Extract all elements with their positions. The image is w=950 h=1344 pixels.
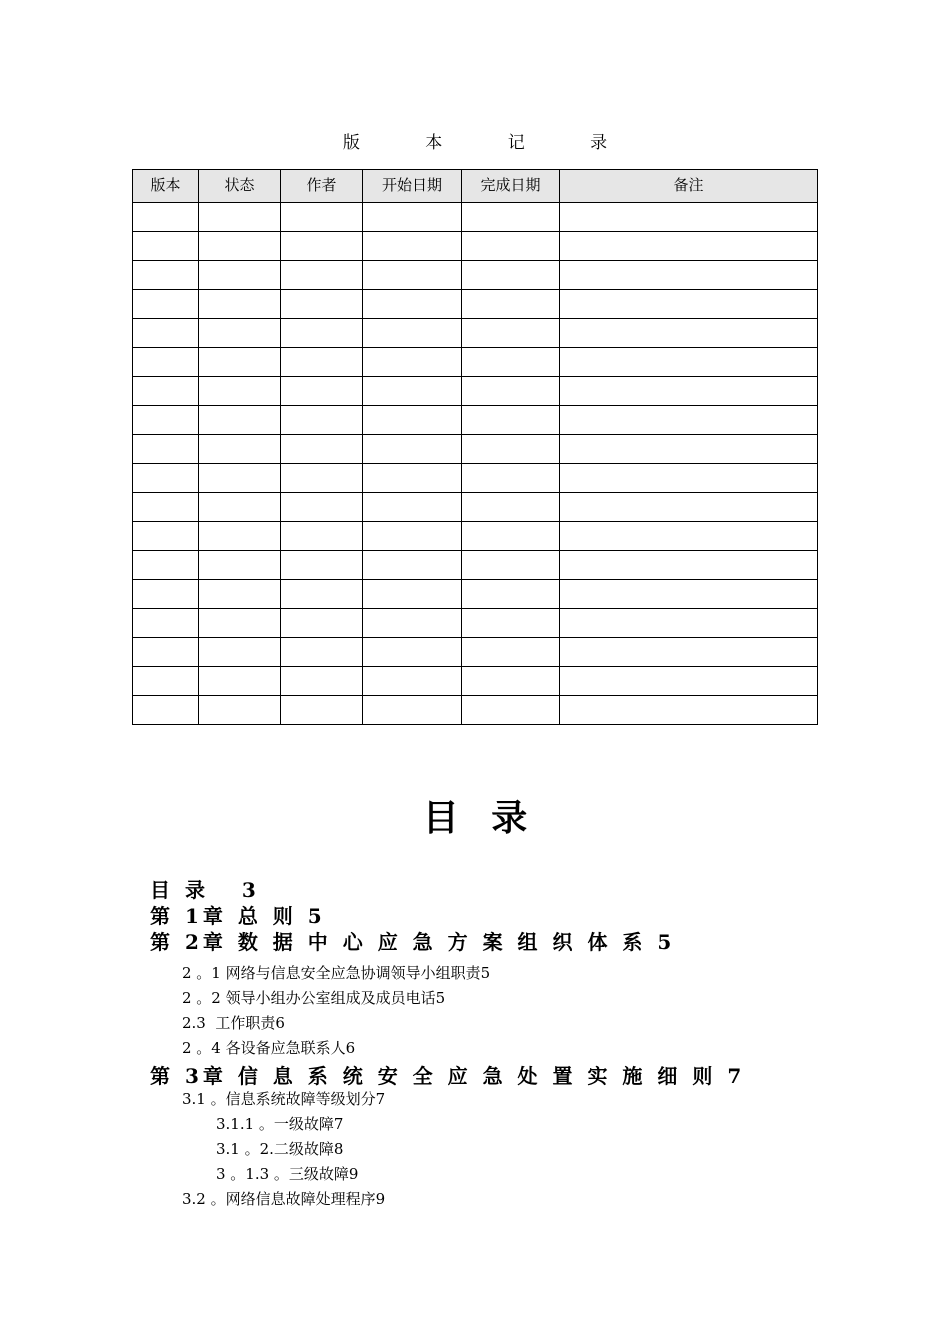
table-cell [199, 522, 281, 551]
table-cell [199, 348, 281, 377]
table-cell [133, 377, 199, 406]
table-row [133, 609, 818, 638]
toc-chapter-entry[interactable]: 目 录 3 [150, 878, 260, 902]
table-cell [462, 609, 560, 638]
toc-section-entry[interactable]: 3 。1.3 。三级故障9 [216, 1165, 359, 1183]
table-cell [363, 435, 462, 464]
table-cell [462, 493, 560, 522]
table-cell [560, 609, 818, 638]
table-cell [560, 580, 818, 609]
table-cell [560, 203, 818, 232]
table-cell [462, 667, 560, 696]
column-header-start-date: 开始日期 [363, 170, 462, 203]
table-cell [560, 348, 818, 377]
toc-chapter-entry[interactable]: 第 3章 信 息 系 统 安 全 应 急 处 置 实 施 细 则 7 [150, 1064, 746, 1088]
column-header-author: 作者 [281, 170, 363, 203]
toc-section-entry[interactable]: 2.3 工作职责6 [182, 1014, 285, 1032]
table-cell [363, 232, 462, 261]
table-cell [363, 667, 462, 696]
table-cell [363, 406, 462, 435]
table-cell [462, 377, 560, 406]
toc-section-entry[interactable]: 3.1.1 。一级故障7 [216, 1115, 344, 1133]
table-cell [560, 696, 818, 725]
table-cell [560, 493, 818, 522]
table-row [133, 348, 818, 377]
table-row [133, 232, 818, 261]
table-cell [560, 435, 818, 464]
table-cell [133, 696, 199, 725]
table-cell [133, 435, 199, 464]
table-cell [133, 232, 199, 261]
table-cell [462, 435, 560, 464]
table-cell [363, 377, 462, 406]
column-header-notes: 备注 [560, 170, 818, 203]
toc-heading: 目 录 [422, 797, 538, 839]
table-cell [199, 319, 281, 348]
table-cell [133, 609, 199, 638]
toc-chapter-entry[interactable]: 第 2章 数 据 中 心 应 急 方 案 组 织 体 系 5 [150, 930, 676, 954]
column-header-status: 状态 [199, 170, 281, 203]
table-cell [199, 609, 281, 638]
table-cell [560, 667, 818, 696]
table-cell [199, 232, 281, 261]
table-row [133, 261, 818, 290]
table-cell [363, 464, 462, 493]
toc-chapter-entry[interactable]: 第 1章 总 则 5 [150, 904, 326, 928]
table-row [133, 290, 818, 319]
table-cell [560, 232, 818, 261]
table-cell [462, 261, 560, 290]
table-row [133, 319, 818, 348]
table-cell [560, 522, 818, 551]
table-cell [363, 609, 462, 638]
table-cell [560, 551, 818, 580]
toc-section-entry[interactable]: 2 。1 网络与信息安全应急协调领导小组职责5 [182, 964, 491, 982]
table-cell [281, 464, 363, 493]
table-row [133, 551, 818, 580]
table-cell [560, 464, 818, 493]
table-cell [133, 522, 199, 551]
table-cell [281, 319, 363, 348]
table-cell [281, 522, 363, 551]
table-cell [560, 406, 818, 435]
table-cell [133, 203, 199, 232]
table-cell [199, 464, 281, 493]
table-cell [462, 522, 560, 551]
table-cell [281, 638, 363, 667]
table-cell [462, 696, 560, 725]
table-cell [281, 406, 363, 435]
table-cell [133, 493, 199, 522]
table-row [133, 580, 818, 609]
version-record-table [132, 169, 818, 725]
table-cell [281, 609, 363, 638]
table-cell [560, 377, 818, 406]
toc-section-entry[interactable]: 3.1 。2.二级故障8 [216, 1140, 344, 1158]
table-cell [281, 667, 363, 696]
table-cell [462, 580, 560, 609]
table-cell [363, 696, 462, 725]
table-cell [281, 696, 363, 725]
table-cell [462, 406, 560, 435]
table-row [133, 464, 818, 493]
table-cell [462, 290, 560, 319]
table-cell [363, 290, 462, 319]
table-cell [199, 406, 281, 435]
table-cell [199, 493, 281, 522]
table-cell [281, 580, 363, 609]
table-cell [363, 493, 462, 522]
toc-section-entry[interactable]: 3.2 。网络信息故障处理程序9 [182, 1190, 386, 1208]
table-cell [363, 522, 462, 551]
table-cell [560, 290, 818, 319]
table-cell [199, 667, 281, 696]
table-cell [281, 232, 363, 261]
column-header-finish-date: 完成日期 [462, 170, 560, 203]
table-cell [133, 348, 199, 377]
table-cell [363, 580, 462, 609]
table-row [133, 522, 818, 551]
table-cell [281, 435, 363, 464]
table-cell [281, 290, 363, 319]
table-cell [281, 203, 363, 232]
table-row [133, 667, 818, 696]
table-cell [199, 638, 281, 667]
table-row [133, 203, 818, 232]
table-cell [560, 261, 818, 290]
table-cell [281, 261, 363, 290]
table-cell [199, 377, 281, 406]
toc-section-entry[interactable]: 3.1 。信息系统故障等级划分7 [182, 1090, 386, 1108]
table-cell [462, 348, 560, 377]
table-cell [363, 348, 462, 377]
table-cell [281, 493, 363, 522]
table-cell [281, 551, 363, 580]
table-cell [462, 464, 560, 493]
table-cell [363, 261, 462, 290]
table-cell [199, 435, 281, 464]
table-cell [133, 464, 199, 493]
table-cell [133, 667, 199, 696]
table-header-row [133, 170, 818, 203]
table-cell [363, 551, 462, 580]
table-cell [462, 203, 560, 232]
table-cell [363, 638, 462, 667]
table-row [133, 435, 818, 464]
version-record-title: 版 本 记 录 [342, 133, 638, 153]
table-row [133, 377, 818, 406]
table-cell [462, 638, 560, 667]
table-cell [133, 638, 199, 667]
column-header-version: 版本 [133, 170, 199, 203]
table-cell [133, 290, 199, 319]
table-cell [199, 696, 281, 725]
table-cell [281, 348, 363, 377]
toc-list [150, 880, 850, 1217]
table-cell [560, 319, 818, 348]
table-cell [281, 377, 363, 406]
table-cell [199, 261, 281, 290]
table-cell [133, 406, 199, 435]
version-table-body [133, 203, 818, 725]
table-row [133, 696, 818, 725]
table-cell [363, 203, 462, 232]
table-row [133, 493, 818, 522]
table-cell [133, 319, 199, 348]
table-cell [199, 290, 281, 319]
table-cell [133, 580, 199, 609]
table-cell [462, 551, 560, 580]
table-cell [560, 638, 818, 667]
toc-section-entry[interactable]: 2 。2 领导小组办公室组成及成员电话5 [182, 989, 446, 1007]
toc-section-entry[interactable]: 2 。4 各设备应急联系人6 [182, 1039, 356, 1057]
table-row [133, 638, 818, 667]
table-cell [199, 203, 281, 232]
table-cell [462, 232, 560, 261]
table-cell [199, 551, 281, 580]
table-cell [462, 319, 560, 348]
table-cell [133, 261, 199, 290]
table-cell [133, 551, 199, 580]
table-cell [199, 580, 281, 609]
table-cell [363, 319, 462, 348]
table-row [133, 406, 818, 435]
